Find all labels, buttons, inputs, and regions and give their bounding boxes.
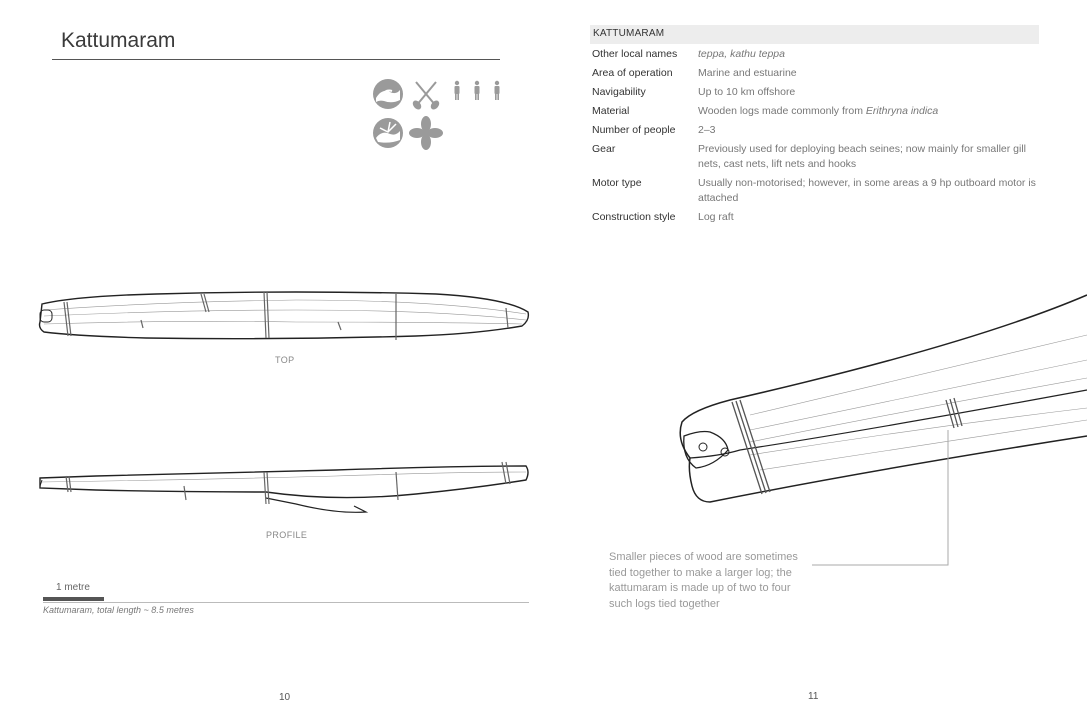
- boat-top-view: [36, 288, 532, 344]
- oars-icon: [413, 82, 440, 110]
- table-row-value: Marine and estuarine: [698, 67, 797, 79]
- profile-view-caption: PROFILE: [266, 530, 308, 540]
- table-row-value: 2–3: [698, 124, 716, 136]
- table-row-label: Motor type: [592, 177, 642, 189]
- propeller-icon: [409, 116, 443, 150]
- attribute-icons: [372, 78, 512, 150]
- bow-detail-drawing: [670, 290, 1087, 570]
- scale-label: 1 metre: [56, 582, 90, 593]
- scale-bar: [43, 597, 104, 601]
- table-row-label: Navigability: [592, 86, 646, 98]
- table-row-label: Other local names: [592, 48, 678, 60]
- table-row-value: Log raft: [698, 211, 734, 223]
- marine-wave-icon: [373, 79, 403, 109]
- page-title: Kattumaram: [61, 29, 176, 52]
- person-icon: [495, 81, 500, 100]
- boat-profile-view: [36, 458, 532, 520]
- callout-text: Smaller pieces of wood are sometimes tied together to make a larger log; the kattumaram is made up of two to four such logs tied together: [609, 551, 798, 610]
- table-row-value: Previously used for deploying beach seines; now mainly for smaller gill nets, cast nets, lift nets and hooks: [698, 143, 1026, 170]
- figure-caption: Kattumaram, total length ~ 8.5 metres: [43, 605, 194, 615]
- scale-rule: [43, 602, 529, 603]
- top-view-caption: TOP: [275, 355, 295, 365]
- page-number-right: 11: [808, 691, 819, 702]
- estuarine-icon: [373, 118, 403, 148]
- table-row-label: Area of operation: [592, 67, 673, 79]
- table-row-value: Up to 10 km offshore: [698, 86, 796, 98]
- table-row-label: Gear: [592, 143, 616, 155]
- person-icon: [455, 81, 460, 100]
- table-row-value: Usually non-motorised; however, in some areas a 9 hp outboard motor is attached: [698, 177, 1036, 204]
- person-icon: [475, 81, 480, 100]
- table-row-value: Wooden logs made commonly from Erithryna indica: [698, 105, 939, 117]
- table-row-label: Construction style: [592, 211, 676, 223]
- table-header: [590, 25, 1039, 44]
- table-row-value: teppa, kathu teppa: [698, 48, 785, 60]
- table-row-label: Number of people: [592, 124, 676, 136]
- table-row-label: Material: [592, 105, 630, 117]
- title-divider: [52, 59, 500, 60]
- page-number-left: 10: [279, 692, 291, 703]
- table-header-label: KATTUMARAM: [593, 28, 665, 39]
